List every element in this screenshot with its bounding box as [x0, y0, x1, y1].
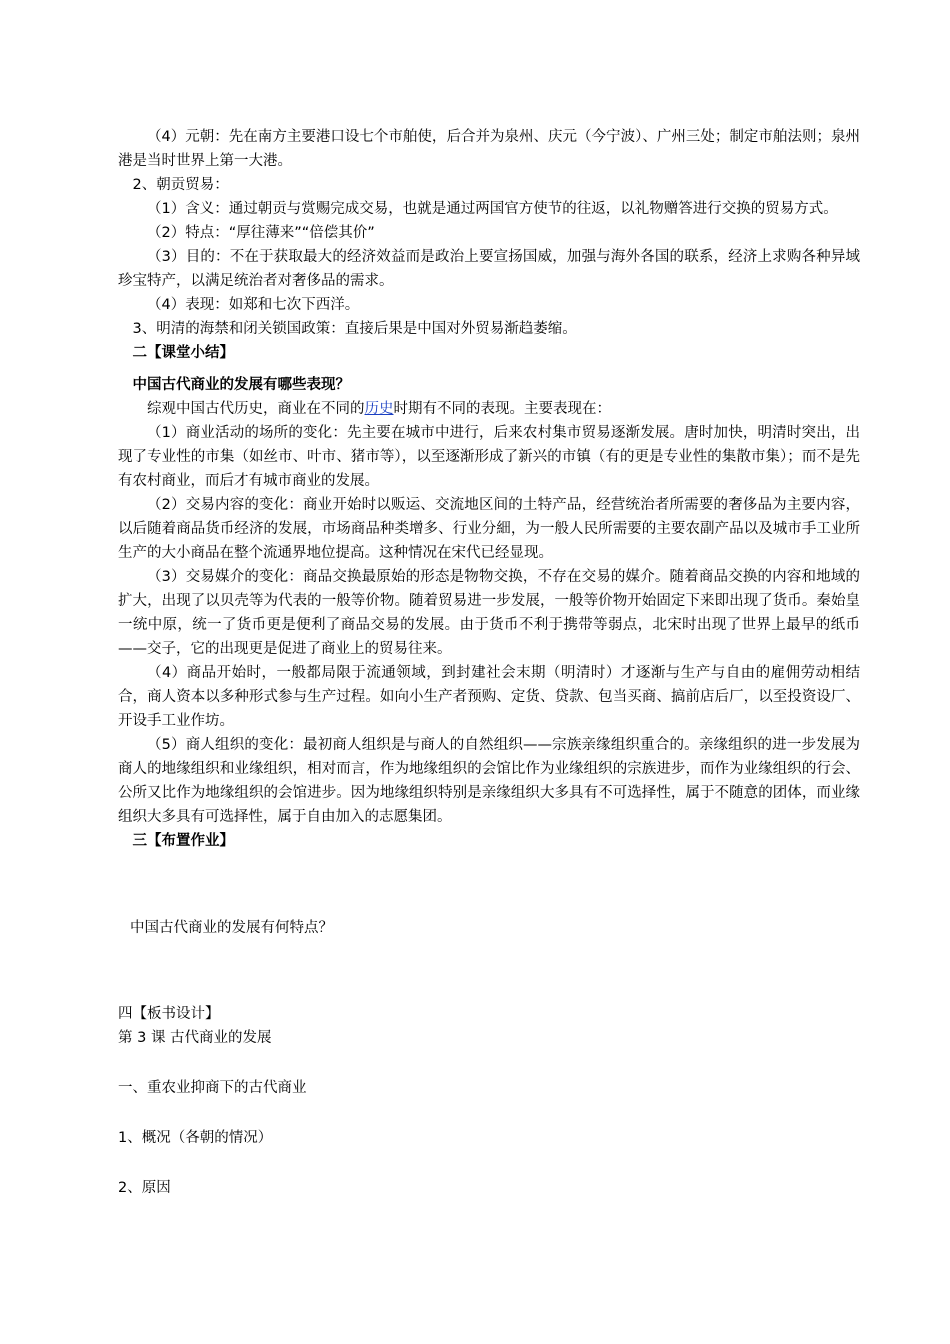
paragraph-tribute-purpose: （3）目的：不在于获取最大的经济效益而是政治上要宣扬国威，加强与海外各国的联系，经济上求购各种异域珍宝特产，以满足统治者对奢侈品的需求。 [118, 249, 860, 289]
board-design-heading: 四【板书设计】 [118, 1006, 220, 1022]
heading-class-summary: 二【课堂小结】 [132, 345, 234, 361]
heading-tribute-trade: 2、朝贡贸易： [132, 177, 229, 193]
paragraph-yuan: （4）元朝：先在南方主要港口设七个市舶使，后合并为泉州、庆元（今宁波）、广州三处；制定市舶法则；泉州港是当时世界上第一大港。 [118, 129, 860, 169]
paragraph-tribute-meaning: （1）含义：通过朝贡与赏赐完成交易，也就是通过两国官方使节的往返，以礼物赠答进行交换的贸易方式。 [147, 201, 838, 217]
summary-point-4: （4）商品开始时，一般都局限于流通领域，到封建社会末期（明清时）才逐渐与生产与自由的雇佣劳动相结合，商人资本以多种形式参与生产过程。如向小生产者预购、定货、贷款、包当买商、搞前店后厂，以至投资设厂、开设手工业作坊。 [118, 665, 860, 729]
paragraph-tribute-features: （2）特点：“厚往薄来”“倍偿其价” [147, 225, 375, 241]
summary-question: 中国古代商业的发展有哪些表现？ [132, 377, 350, 393]
document-body [118, 125, 860, 853]
summary-point-5: （5）商人组织的变化：最初商人组织是与商人的自然组织——宗族亲缘组织重合的。亲缘组织的进一步发展为商人的地缘组织和业缘组织，相对而言，作为地缘组织的会馆比作为业缘组织的宗族进步，而作为业缘组织的行会、公所又比作为地缘组织的会馆进步。因为地缘组织特别是亲缘组织大多具有不可选择性，属于不随意的团体，而业缘组织大多具有可选择性，属于自由加入的志愿集团。 [118, 737, 860, 825]
board-section-1: 一、重农业抑商下的古代商业 [118, 1080, 307, 1096]
paragraph-tribute-examples: （4）表现：如郑和七次下西洋。 [147, 297, 360, 313]
heading-homework: 三【布置作业】 [132, 833, 234, 849]
summary-intro [118, 397, 860, 421]
summary-intro-start: 综观中国古代历史，商业在不同的 [147, 401, 365, 417]
summary-intro-end: 时期有不同的表现。主要表现在： [393, 401, 611, 417]
board-item-2: 2、原因 [118, 1180, 171, 1196]
lesson-title: 第 3 课 古代商业的发展 [118, 1030, 272, 1046]
board-item-1: 1、概况（各朝的情况） [118, 1130, 273, 1146]
summary-point-1: （1）商业活动的场所的变化：先主要在城市中进行，后来农村集市贸易逐渐发展。唐时加快，明清时突出，出现了专业性的市集（如丝市、叶市、猪市等），以至逐渐形成了新兴的市镇（有的更是专业性的集散市集）；而不是先有农村商业，而后才有城市商业的发展。 [118, 425, 860, 489]
summary-point-2: （2）交易内容的变化：商业开始时以贩运、交流地区间的土特产品，经营统治者所需要的奢侈品为主要内容，以后随着商品货币经济的发展，市场商品种类增多、行业分細，为一般人民所需要的主要农副产品以及城市手工业所生产的大小商品在整个流通界地位提高。这种情况在宋代已经显现。 [118, 497, 860, 561]
summary-point-3: （3）交易媒介的变化：商品交换最原始的形态是物物交换，不存在交易的媒介。随着商品交换的内容和地域的扩大，出现了以贝壳等为代表的一般等价物。随着贸易进一步发展，一般等价物开始固定下来即出现了货币。秦始皇一统中原，统一了货币更是便利了商品交易的发展。由于货币不利于携带等弱点，北宋时出现了世界上最早的纸币——交子，它的出现更是促进了商业上的贸易往来。 [118, 569, 860, 657]
history-link[interactable]: 历史 [364, 401, 394, 417]
paragraph-ming-qing-ban: 3、明清的海禁和闭关锁国政策：直接后果是中国对外贸易渐趋萎缩。 [132, 321, 577, 337]
homework-question: 中国古代商业的发展有何特点？ [130, 920, 333, 936]
